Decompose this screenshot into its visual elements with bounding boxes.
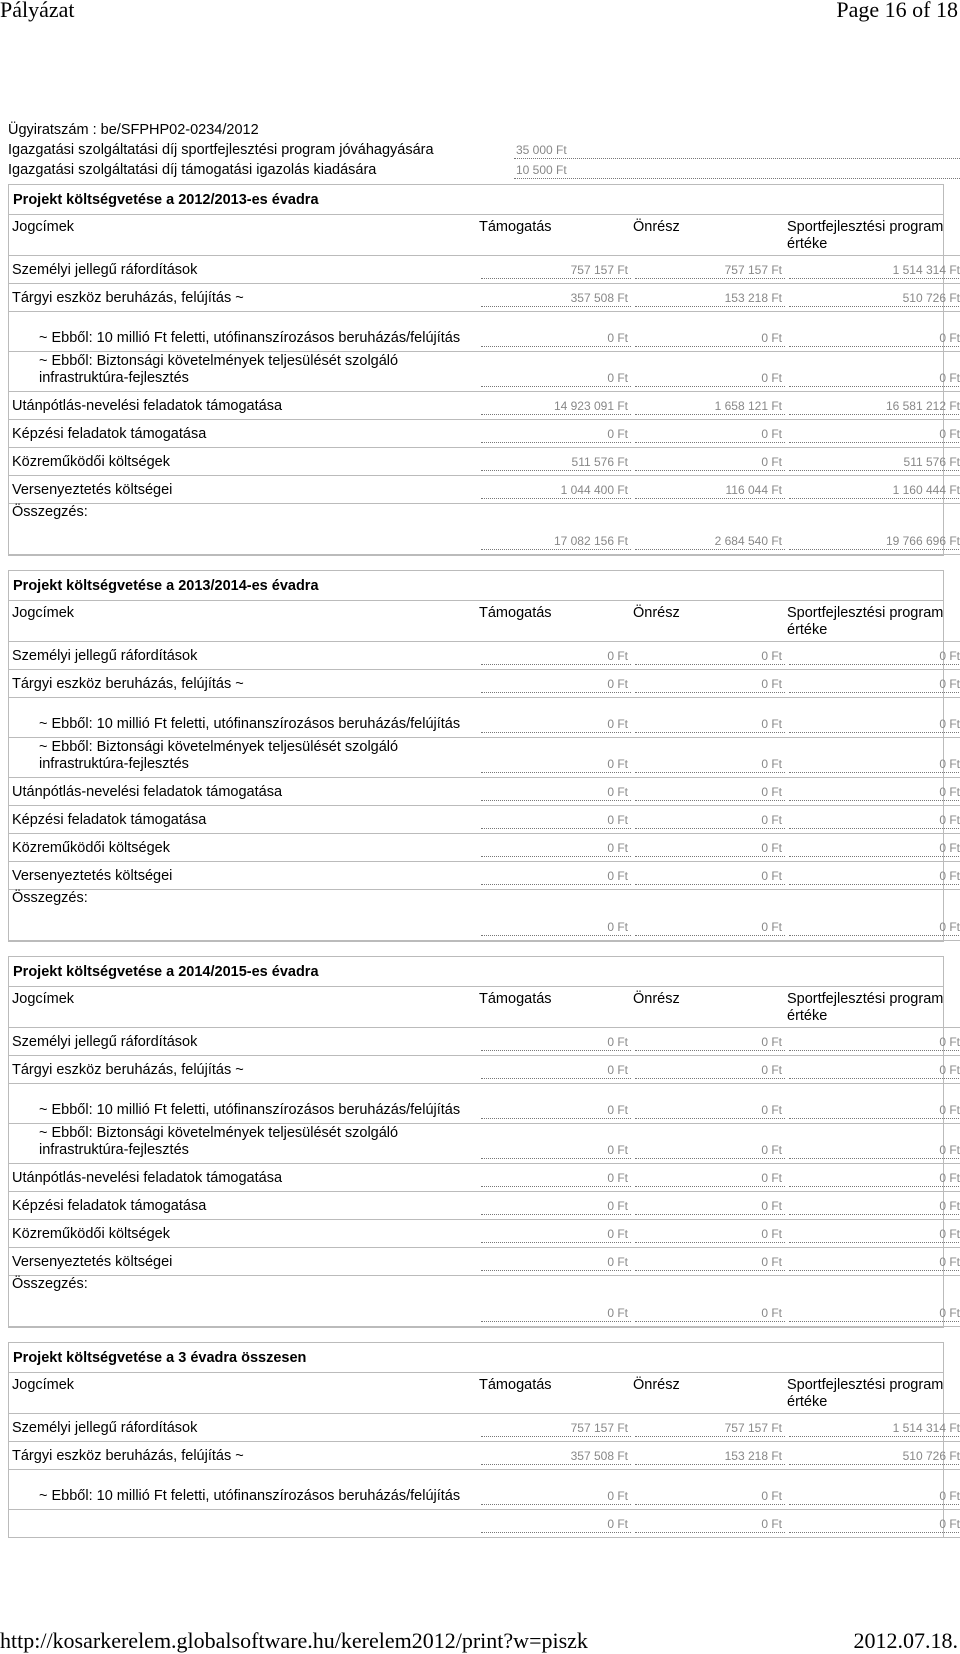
amount-tamogatas: 0 Ft <box>481 784 631 801</box>
table-header-row <box>9 1373 960 1413</box>
amount-tamogatas: 357 508 Ft <box>481 1448 631 1465</box>
amount-onresz: 757 157 Ft <box>635 1420 785 1437</box>
amount-total: 0 Ft <box>789 330 960 347</box>
amount-onresz: 0 Ft <box>635 454 785 471</box>
amount-onresz: 757 157 Ft <box>635 262 785 279</box>
summary-label: Összegzés: <box>12 503 88 520</box>
row-label: Közreműködői költségek <box>9 833 479 861</box>
summary-tamogatas: 0 Ft <box>481 1305 631 1322</box>
summary-row <box>9 525 960 555</box>
amount-total: 0 Ft <box>789 1142 960 1159</box>
summary-tamogatas: 0 Ft <box>481 919 631 936</box>
amount-onresz: 0 Ft <box>635 1062 785 1079</box>
amount-tamogatas: 0 Ft <box>481 1034 631 1051</box>
amount-tamogatas: 0 Ft <box>481 330 631 347</box>
amount-onresz: 0 Ft <box>635 648 785 665</box>
table-row <box>9 1027 960 1055</box>
page-footer <box>0 1626 960 1654</box>
budget-section-total-3-seasons <box>8 1342 960 1538</box>
amount-tamogatas: 0 Ft <box>481 716 631 733</box>
table-row <box>9 311 960 351</box>
amount-onresz: 0 Ft <box>635 1488 785 1505</box>
row-label: Képzési feladatok támogatása <box>9 419 479 447</box>
budget-table <box>9 1373 960 1538</box>
row-label: Képzési feladatok támogatása <box>9 1191 479 1219</box>
amount-total: 0 Ft <box>789 812 960 829</box>
amount-onresz: 0 Ft <box>635 1034 785 1051</box>
amount-tamogatas: 0 Ft <box>481 868 631 885</box>
amount-total: 0 Ft <box>789 648 960 665</box>
col-header-tamogatas: Támogatás <box>479 601 633 641</box>
amount-total: 0 Ft <box>789 868 960 885</box>
row-label: Tárgyi eszköz beruházás, felújítás ~ <box>9 669 479 697</box>
summary-total: 0 Ft <box>789 919 960 936</box>
summary-row <box>9 911 960 941</box>
amount-total: 0 Ft <box>789 1198 960 1215</box>
budget-table <box>9 601 960 941</box>
amount-total: 0 Ft <box>789 1102 960 1119</box>
amount-tamogatas: 0 Ft <box>481 676 631 693</box>
row-label: Tárgyi eszköz beruházás, felújítás ~ <box>9 1055 479 1083</box>
amount-tamogatas: 0 Ft <box>481 648 631 665</box>
section-title: Projekt költségvetése a 2012/2013-es évadra <box>9 185 943 215</box>
footer-url: http://kosarkerelem.globalsoftware.hu/kerelem2012/print?w=piszk <box>0 1628 588 1653</box>
section-title: Projekt költségvetése a 2013/2014-es évadra <box>9 571 943 601</box>
amount-total: 1 514 314 Ft <box>789 1420 960 1437</box>
budget-section-2012-2013 <box>8 184 960 556</box>
amount-total: 0 Ft <box>789 426 960 443</box>
amount-tamogatas: 0 Ft <box>481 370 631 387</box>
amount-total: 0 Ft <box>789 840 960 857</box>
section-title: Projekt költségvetése a 3 évadra összesen <box>9 1343 943 1373</box>
row-label: Személyi jellegű ráfordítások <box>9 1027 479 1055</box>
section-title: Projekt költségvetése a 2014/2015-es évadra <box>9 957 943 987</box>
col-header-onresz: Önrész <box>633 215 787 255</box>
amount-total: 510 726 Ft <box>789 290 960 307</box>
row-label: Képzési feladatok támogatása <box>9 805 479 833</box>
summary-row <box>9 1297 960 1327</box>
table-row <box>9 805 960 833</box>
col-header-onresz: Önrész <box>633 987 787 1027</box>
col-header-jogcimek: Jogcímek <box>9 1373 479 1413</box>
amount-tamogatas: 511 576 Ft <box>481 454 631 471</box>
amount-total: 0 Ft <box>789 1226 960 1243</box>
amount-total: 0 Ft <box>789 716 960 733</box>
budget-section-2013-2014 <box>8 570 960 942</box>
amount-onresz: 0 Ft <box>635 370 785 387</box>
row-label: ~ Ebből: 10 millió Ft feletti, utófinanszírozásos beruházás/felújítás <box>9 311 479 351</box>
amount-total: 0 Ft <box>789 1488 960 1505</box>
amount-onresz: 0 Ft <box>635 1516 785 1533</box>
page-number: Page 16 of 18 <box>836 0 958 22</box>
table-row <box>9 391 960 419</box>
summary-label-row <box>9 1275 960 1297</box>
amount-tamogatas: 0 Ft <box>481 1198 631 1215</box>
table-row <box>9 737 960 777</box>
row-label: Személyi jellegű ráfordítások <box>9 641 479 669</box>
amount-tamogatas: 0 Ft <box>481 1142 631 1159</box>
table-header-row <box>9 215 960 255</box>
amount-tamogatas: 0 Ft <box>481 1170 631 1187</box>
row-label: ~ Ebből: Biztonsági követelmények teljesülését szolgáló infrastruktúra-fejlesztés <box>9 1123 479 1163</box>
amount-tamogatas: 0 Ft <box>481 756 631 773</box>
summary-label: Összegzés: <box>12 1275 88 1292</box>
col-header-tamogatas: Támogatás <box>479 1373 633 1413</box>
amount-tamogatas: 0 Ft <box>481 1062 631 1079</box>
row-label: Utánpótlás-nevelési feladatok támogatása <box>9 1163 479 1191</box>
amount-tamogatas: 357 508 Ft <box>481 290 631 307</box>
amount-total: 0 Ft <box>789 1034 960 1051</box>
amount-tamogatas: 0 Ft <box>481 812 631 829</box>
row-label: Versenyeztetés költségei <box>9 861 479 889</box>
amount-onresz: 0 Ft <box>635 812 785 829</box>
amount-total: 1 514 314 Ft <box>789 262 960 279</box>
table-row <box>9 833 960 861</box>
page-header <box>0 0 960 24</box>
amount-tamogatas: 0 Ft <box>481 1516 631 1533</box>
amount-total: 0 Ft <box>789 1516 960 1533</box>
amount-onresz: 0 Ft <box>635 1142 785 1159</box>
summary-tamogatas: 17 082 156 Ft <box>481 533 631 550</box>
row-label: ~ Ebből: 10 millió Ft feletti, utófinanszírozásos beruházás/felújítás <box>9 697 479 737</box>
amount-onresz: 153 218 Ft <box>635 1448 785 1465</box>
row-label: Versenyeztetés költségei <box>9 1247 479 1275</box>
fee-certificate-label: Igazgatási szolgáltatási díj támogatási igazolás kiadására <box>8 162 377 178</box>
summary-total: 0 Ft <box>789 1305 960 1322</box>
table-row <box>9 861 960 889</box>
amount-tamogatas: 0 Ft <box>481 1102 631 1119</box>
summary-label: Összegzés: <box>12 889 88 906</box>
amount-total: 0 Ft <box>789 1170 960 1187</box>
amount-tamogatas: 1 044 400 Ft <box>481 482 631 499</box>
application-meta <box>8 120 952 180</box>
col-header-onresz: Önrész <box>633 1373 787 1413</box>
row-label: ~ Ebből: 10 millió Ft feletti, utófinanszírozásos beruházás/felújítás <box>9 1469 479 1509</box>
row-label: Személyi jellegű ráfordítások <box>9 1413 479 1441</box>
case-number: Ügyiratszám : be/SFPHP02-0234/2012 <box>8 122 259 138</box>
amount-tamogatas: 0 Ft <box>481 1226 631 1243</box>
row-label: Utánpótlás-nevelési feladatok támogatása <box>9 391 479 419</box>
summary-onresz: 2 684 540 Ft <box>635 533 785 550</box>
amount-onresz: 0 Ft <box>635 716 785 733</box>
table-row <box>9 447 960 475</box>
col-header-sport-value: Sportfejlesztési program értéke <box>787 601 960 641</box>
amount-total: 1 160 444 Ft <box>789 482 960 499</box>
summary-onresz: 0 Ft <box>635 1305 785 1322</box>
amount-total: 0 Ft <box>789 1254 960 1271</box>
row-label: Utánpótlás-nevelési feladatok támogatása <box>9 777 479 805</box>
amount-onresz: 0 Ft <box>635 756 785 773</box>
table-row <box>9 1191 960 1219</box>
page-header-title: Pályázat <box>0 0 75 22</box>
amount-onresz: 116 044 Ft <box>635 482 785 499</box>
summary-label-row <box>9 503 960 525</box>
col-header-tamogatas: Támogatás <box>479 987 633 1027</box>
amount-total: 0 Ft <box>789 756 960 773</box>
row-label: Közreműködői költségek <box>9 447 479 475</box>
table-row <box>9 283 960 311</box>
amount-onresz: 0 Ft <box>635 840 785 857</box>
col-header-jogcimek: Jogcímek <box>9 601 479 641</box>
amount-total: 16 581 212 Ft <box>789 398 960 415</box>
amount-tamogatas: 14 923 091 Ft <box>481 398 631 415</box>
amount-onresz: 0 Ft <box>635 868 785 885</box>
table-row <box>9 1413 960 1441</box>
table-header-row <box>9 601 960 641</box>
table-row <box>9 777 960 805</box>
summary-label-row <box>9 889 960 911</box>
table-row <box>9 697 960 737</box>
table-row <box>9 1219 960 1247</box>
summary-total: 19 766 696 Ft <box>789 533 960 550</box>
table-header-row <box>9 987 960 1027</box>
row-label: Versenyeztetés költségei <box>9 475 479 503</box>
amount-tamogatas: 757 157 Ft <box>481 1420 631 1437</box>
fee-certificate-row <box>8 160 952 180</box>
amount-onresz: 0 Ft <box>635 1226 785 1243</box>
amount-onresz: 0 Ft <box>635 330 785 347</box>
amount-total: 0 Ft <box>789 370 960 387</box>
col-header-jogcimek: Jogcímek <box>9 987 479 1027</box>
amount-total: 0 Ft <box>789 676 960 693</box>
table-row <box>9 1055 960 1083</box>
summary-onresz: 0 Ft <box>635 919 785 936</box>
row-label: ~ Ebből: Biztonsági követelmények teljesülését szolgáló infrastruktúra-fejlesztés <box>9 737 479 777</box>
table-row <box>9 351 960 391</box>
col-header-sport-value: Sportfejlesztési program értéke <box>787 1373 960 1413</box>
table-row <box>9 255 960 283</box>
amount-tamogatas: 0 Ft <box>481 1488 631 1505</box>
amount-tamogatas: 0 Ft <box>481 1254 631 1271</box>
amount-onresz: 0 Ft <box>635 1170 785 1187</box>
row-label: Közreműködői költségek <box>9 1219 479 1247</box>
row-label: Tárgyi eszköz beruházás, felújítás ~ <box>9 283 479 311</box>
table-row <box>9 419 960 447</box>
fee-approval-row <box>8 140 952 160</box>
amount-onresz: 0 Ft <box>635 1198 785 1215</box>
table-row <box>9 1441 960 1469</box>
amount-onresz: 0 Ft <box>635 1254 785 1271</box>
col-header-sport-value: Sportfejlesztési program értéke <box>787 215 960 255</box>
table-row <box>9 1247 960 1275</box>
amount-onresz: 0 Ft <box>635 676 785 693</box>
amount-onresz: 0 Ft <box>635 1102 785 1119</box>
amount-total: 511 576 Ft <box>789 454 960 471</box>
col-header-jogcimek: Jogcímek <box>9 215 479 255</box>
col-header-tamogatas: Támogatás <box>479 215 633 255</box>
amount-tamogatas: 0 Ft <box>481 840 631 857</box>
row-label: ~ Ebből: Biztonsági követelmények teljesülését szolgáló infrastruktúra-fejlesztés <box>9 351 479 391</box>
table-row <box>9 1469 960 1509</box>
budget-section-2014-2015 <box>8 956 960 1328</box>
fee-certificate-value: 10 500 Ft <box>514 161 960 179</box>
table-row <box>9 475 960 503</box>
table-row <box>9 1083 960 1123</box>
fee-approval-label: Igazgatási szolgáltatási díj sportfejlesztési program jóváhagyására <box>8 142 434 158</box>
amount-tamogatas: 0 Ft <box>481 426 631 443</box>
row-label: ~ Ebből: 10 millió Ft feletti, utófinanszírozásos beruházás/felújítás <box>9 1083 479 1123</box>
amount-total: 0 Ft <box>789 784 960 801</box>
col-header-onresz: Önrész <box>633 601 787 641</box>
budget-table <box>9 215 960 555</box>
amount-total: 510 726 Ft <box>789 1448 960 1465</box>
amount-onresz: 0 Ft <box>635 426 785 443</box>
amount-onresz: 0 Ft <box>635 784 785 801</box>
amount-onresz: 153 218 Ft <box>635 290 785 307</box>
col-header-sport-value: Sportfejlesztési program értéke <box>787 987 960 1027</box>
fee-approval-value: 35 000 Ft <box>514 141 960 159</box>
row-label: Személyi jellegű ráfordítások <box>9 255 479 283</box>
table-row <box>9 641 960 669</box>
amount-total: 0 Ft <box>789 1062 960 1079</box>
table-row <box>9 1163 960 1191</box>
amount-onresz: 1 658 121 Ft <box>635 398 785 415</box>
row-label: Tárgyi eszköz beruházás, felújítás ~ <box>9 1441 479 1469</box>
table-row <box>9 669 960 697</box>
amount-tamogatas: 757 157 Ft <box>481 262 631 279</box>
table-row-partial <box>9 1509 960 1537</box>
footer-date: 2012.07.18. <box>853 1628 958 1653</box>
budget-table <box>9 987 960 1327</box>
table-row <box>9 1123 960 1163</box>
